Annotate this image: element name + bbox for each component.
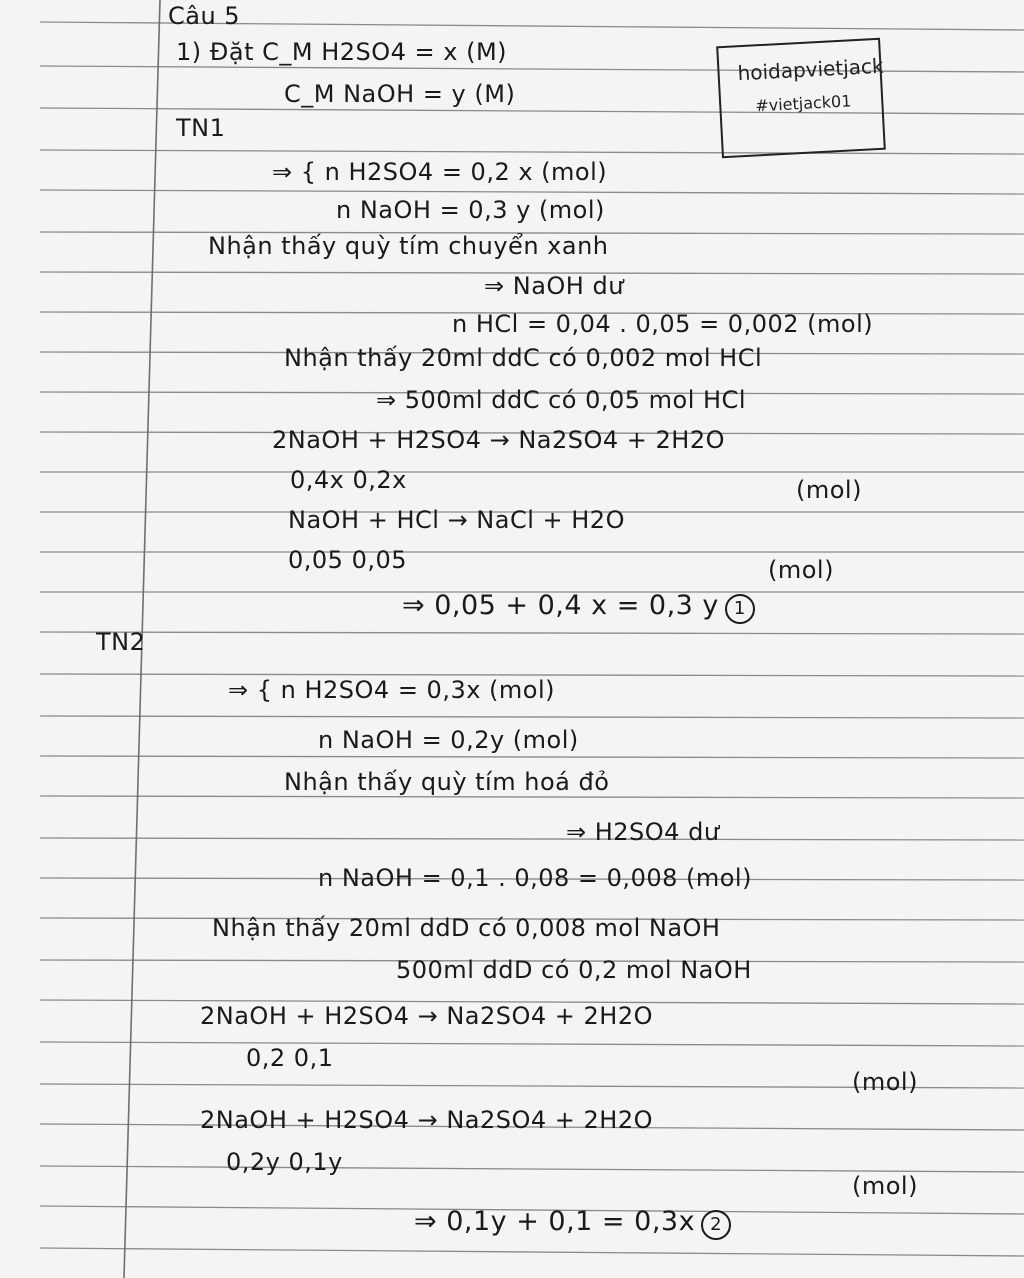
tn1-equation <box>402 590 755 624</box>
tn2-brace-line-1: ⇒ { n H2SO4 = 0,3x (mol) <box>228 676 556 704</box>
tn1-equation-number: 1 <box>725 594 755 624</box>
tn1-reaction-1: 2NaOH + H2SO4 → Na2SO4 + 2H2O <box>272 426 725 454</box>
tn2-equation <box>414 1206 731 1240</box>
tn1-reaction-2-unit: (mol) <box>768 556 834 584</box>
tn2-observe: Nhận thấy quỳ tím hoá đỏ <box>284 768 610 796</box>
tn1-brace-line-1: ⇒ { n H2SO4 = 0,2 x (mol) <box>272 158 608 186</box>
tn1-observe-2: Nhận thấy 20ml ddC có 0,002 mol HCl <box>284 344 763 372</box>
tn1-observe-3: ⇒ 500ml ddC có 0,05 mol HCl <box>376 386 746 414</box>
tn1-brace-line-2: n NaOH = 0,3 y (mol) <box>336 196 605 224</box>
tn2-observe-3: 500ml ddD có 0,2 mol NaOH <box>396 956 752 984</box>
tn2-equation-text: ⇒ 0,1y + 0,1 = 0,3x <box>414 1206 696 1237</box>
tn2-reaction-1-unit: (mol) <box>852 1068 918 1096</box>
question-title: Câu 5 <box>168 2 241 30</box>
tn1-equation-text: ⇒ 0,05 + 0,4 x = 0,3 y <box>402 590 719 621</box>
tn1-reaction-1-amounts: 0,4x 0,2x <box>290 466 407 494</box>
tn2-reaction-1: 2NaOH + H2SO4 → Na2SO4 + 2H2O <box>200 1002 653 1030</box>
intro-line-1: 1) Đặt C_M H2SO4 = x (M) <box>176 38 508 66</box>
tn1-conclusion: ⇒ NaOH dư <box>484 272 624 300</box>
tn1-reaction-1-unit: (mol) <box>796 476 862 504</box>
tn1-reaction-2-amounts: 0,05 0,05 <box>288 546 408 574</box>
tn1-observe: Nhận thấy quỳ tím chuyển xanh <box>208 232 609 260</box>
tn2-label: TN2 <box>96 628 146 656</box>
tn1-label: TN1 <box>176 114 226 142</box>
tn2-reaction-2-unit: (mol) <box>852 1172 918 1200</box>
watermark-line-2: #vietjack01 <box>754 91 852 116</box>
tn2-equation-number: 2 <box>701 1210 731 1240</box>
tn2-reaction-1-amounts: 0,2 0,1 <box>246 1044 334 1072</box>
tn2-reaction-2-amounts: 0,2y 0,1y <box>226 1148 343 1176</box>
tn2-observe-2: Nhận thấy 20ml ddD có 0,008 mol NaOH <box>212 914 721 942</box>
tn1-reaction-2: NaOH + HCl → NaCl + H2O <box>288 506 625 534</box>
watermark-line-1: hoidapvietjack <box>736 53 885 86</box>
tn2-n-naoh: n NaOH = 0,1 . 0,08 = 0,008 (mol) <box>318 864 752 892</box>
watermark-box <box>716 38 886 158</box>
intro-line-2: C_M NaOH = y (M) <box>284 80 516 108</box>
tn2-brace-line-2: n NaOH = 0,2y (mol) <box>318 726 579 754</box>
tn2-reaction-2: 2NaOH + H2SO4 → Na2SO4 + 2H2O <box>200 1106 653 1134</box>
tn1-n-hcl: n HCl = 0,04 . 0,05 = 0,002 (mol) <box>452 310 874 338</box>
tn2-conclusion: ⇒ H2SO4 dư <box>566 818 720 846</box>
